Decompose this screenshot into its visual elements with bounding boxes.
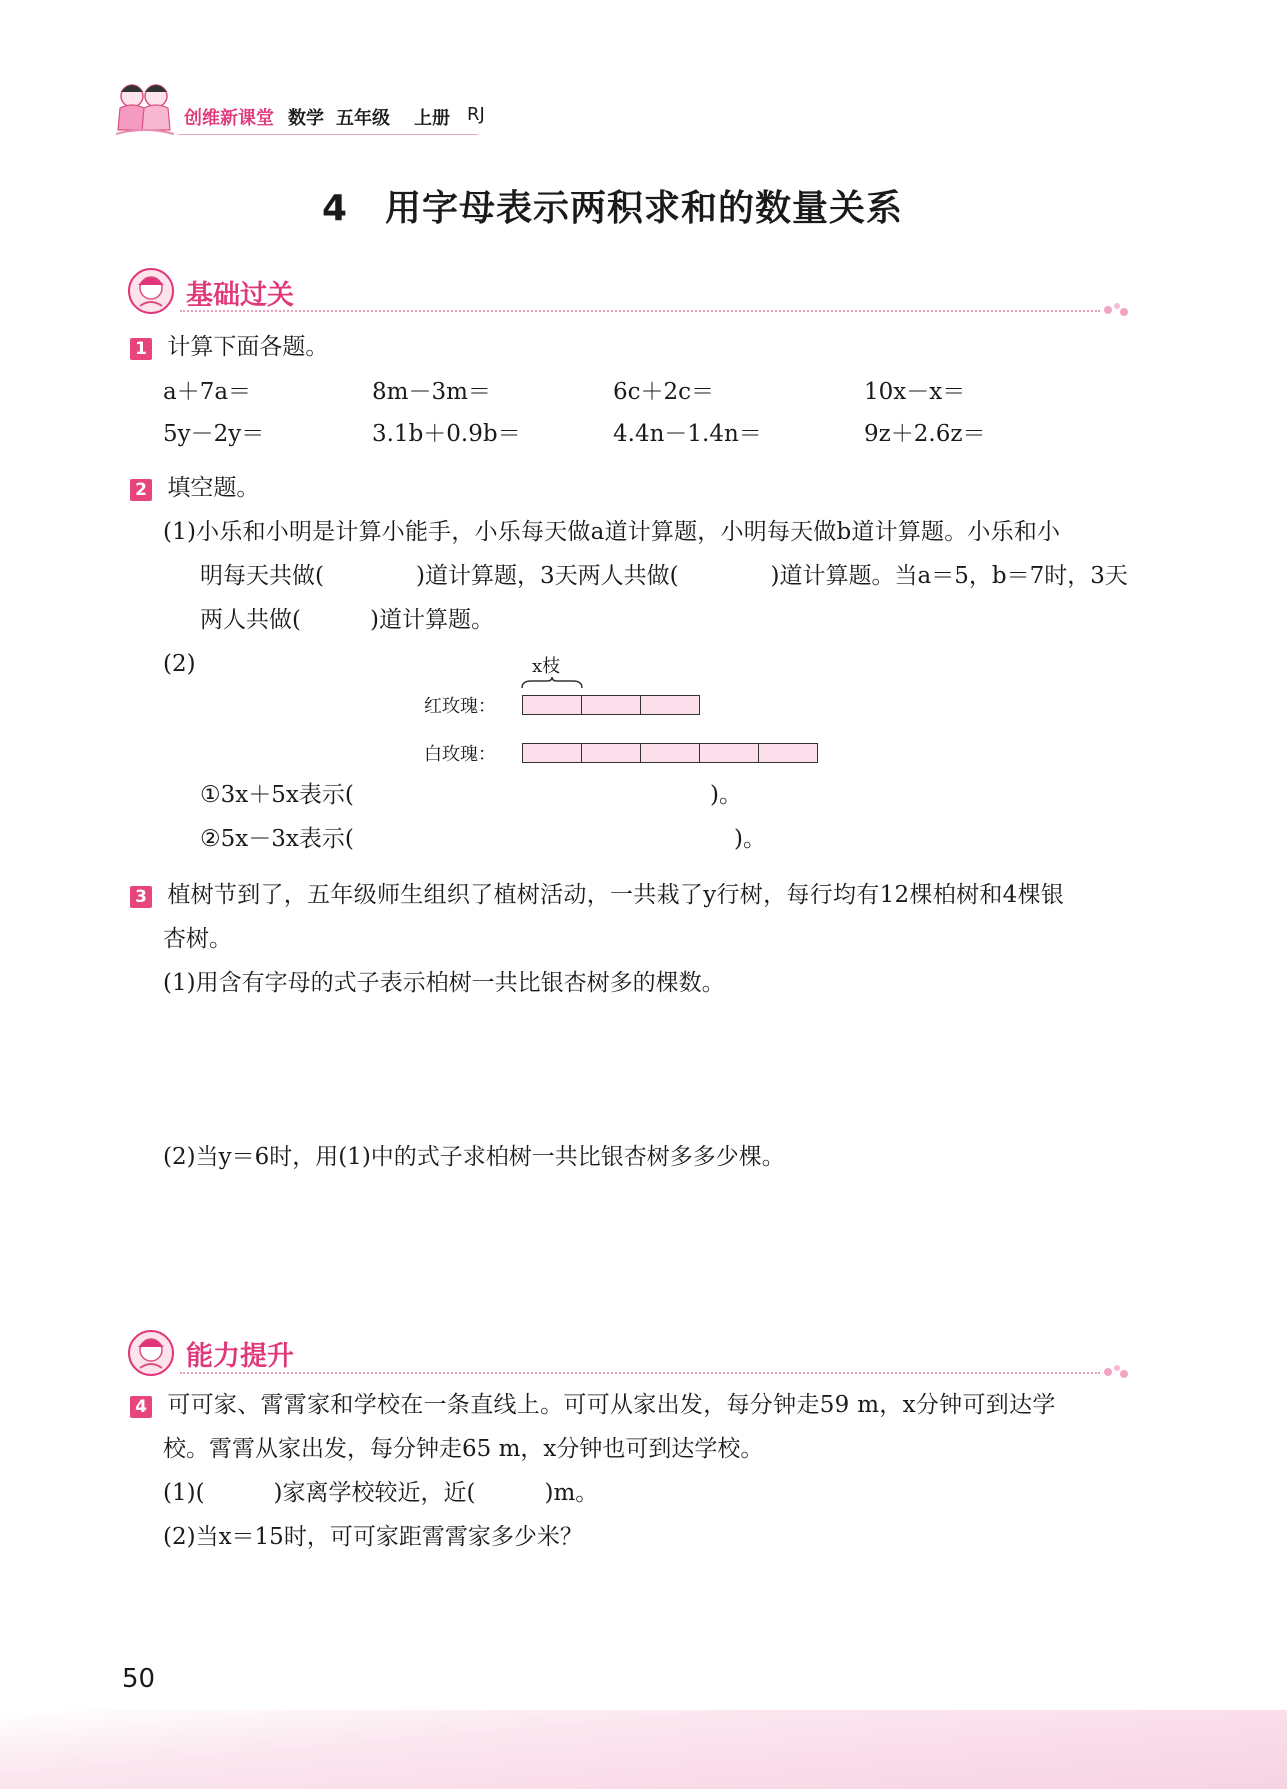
q4-badge: 4 — [130, 1396, 152, 1418]
q4-text: 可可家、霄霄家和学校在一条直线上。可可从家出发，每分钟走59 m，x分钟可到达学 — [167, 1392, 1056, 1418]
white-bar-divider — [758, 743, 760, 763]
bottom-band — [0, 1710, 1287, 1789]
q1-expr-8: 9z＋2.6z＝ — [864, 421, 986, 447]
q2-text: 填空题。 — [167, 475, 260, 501]
section-divider — [180, 310, 1100, 312]
header-volume: 上册 — [414, 108, 450, 129]
section-mascot-icon — [126, 266, 176, 316]
q2-sub2-end: )。 — [734, 826, 766, 852]
q1-expr-5: 5y－2y＝ — [163, 421, 265, 447]
q2-part1-line1: (1)小乐和小明是计算小能手，小乐每天做a道计算题，小明每天做b道计算题。小乐和小 — [163, 519, 1061, 545]
header-subject: 数学 — [288, 108, 324, 129]
header-grade: 五年级 — [336, 108, 390, 129]
white-bar-divider — [640, 743, 642, 763]
white-rose-label: 白玫瑰： — [424, 744, 496, 765]
bracket-icon — [521, 676, 583, 690]
q2-part2-label: (2) — [163, 651, 196, 677]
q3-line2: 杏树。 — [163, 926, 232, 952]
q1-prompt — [130, 332, 328, 362]
q1-expr-6: 3.1b＋0.9b＝ — [372, 421, 521, 447]
header-divider — [178, 134, 478, 135]
q2-sub2: ②5x－3x表示( — [200, 826, 354, 852]
bracket-label: x枝 — [532, 656, 561, 677]
section-divider — [180, 1372, 1100, 1374]
q3-text: 植树节到了，五年级师生组织了植树活动，一共栽了y行树，每行均有12棵柏树和4棵银 — [167, 882, 1065, 908]
q4-line1 — [130, 1390, 1056, 1420]
rose-diagram — [420, 650, 840, 765]
header-edition: RJ — [467, 104, 485, 125]
section-title-advanced: 能力提升 — [186, 1341, 294, 1372]
q1-text: 计算下面各题。 — [167, 334, 329, 360]
dots-decoration-icon — [1102, 1362, 1132, 1386]
q1-expr-3: 6c＋2c＝ — [613, 379, 715, 405]
q3-part1: (1)用含有字母的式子表示柏树一共比银杏树多的棵数。 — [163, 970, 725, 996]
q1-expr-4: 10x－x＝ — [864, 379, 966, 405]
q2-part1-line2: 明每天共做( )道计算题，3天两人共做( )道计算题。当a＝5，b＝7时，3天 — [200, 563, 1128, 589]
q1-expr-1: a＋7a＝ — [163, 379, 252, 405]
section-title-basic: 基础过关 — [186, 280, 294, 311]
red-bar-divider — [640, 695, 642, 715]
red-bar-divider — [581, 695, 583, 715]
q4-part1: (1)( )家离学校较近，近( )m。 — [163, 1480, 599, 1506]
red-rose-label: 红玫瑰： — [424, 696, 496, 717]
header-mascot-icon — [112, 78, 178, 138]
red-rose-bar — [522, 695, 700, 715]
q2-sub1-end: )。 — [710, 782, 742, 808]
q3-badge: 3 — [130, 886, 152, 908]
page-number: 50 — [122, 1664, 156, 1694]
q1-badge: 1 — [130, 338, 152, 360]
white-bar-divider — [699, 743, 701, 763]
q2-badge: 2 — [130, 479, 152, 501]
q1-expr-7: 4.4n－1.4n＝ — [613, 421, 762, 447]
header-brand: 创维新课堂 — [184, 108, 274, 129]
q1-expr-2: 8m－3m＝ — [372, 379, 491, 405]
section-mascot-icon — [126, 1328, 176, 1378]
dots-decoration-icon — [1102, 300, 1132, 324]
page-title: 4 用字母表示两积求和的数量关系 — [322, 188, 904, 229]
q2-part1-line3: 两人共做( )道计算题。 — [200, 607, 494, 633]
q2-sub1: ①3x＋5x表示( — [200, 782, 354, 808]
white-rose-bar — [522, 743, 818, 763]
white-bar-divider — [581, 743, 583, 763]
q4-part2: (2)当x＝15时，可可家距霄霄家多少米？ — [163, 1524, 583, 1550]
q3-line1 — [130, 880, 1064, 910]
q2-prompt — [130, 473, 259, 503]
q3-part2: (2)当y＝6时，用(1)中的式子求柏树一共比银杏树多多少棵。 — [163, 1144, 785, 1170]
q4-line2: 校。霄霄从家出发，每分钟走65 m，x分钟也可到达学校。 — [163, 1436, 764, 1462]
